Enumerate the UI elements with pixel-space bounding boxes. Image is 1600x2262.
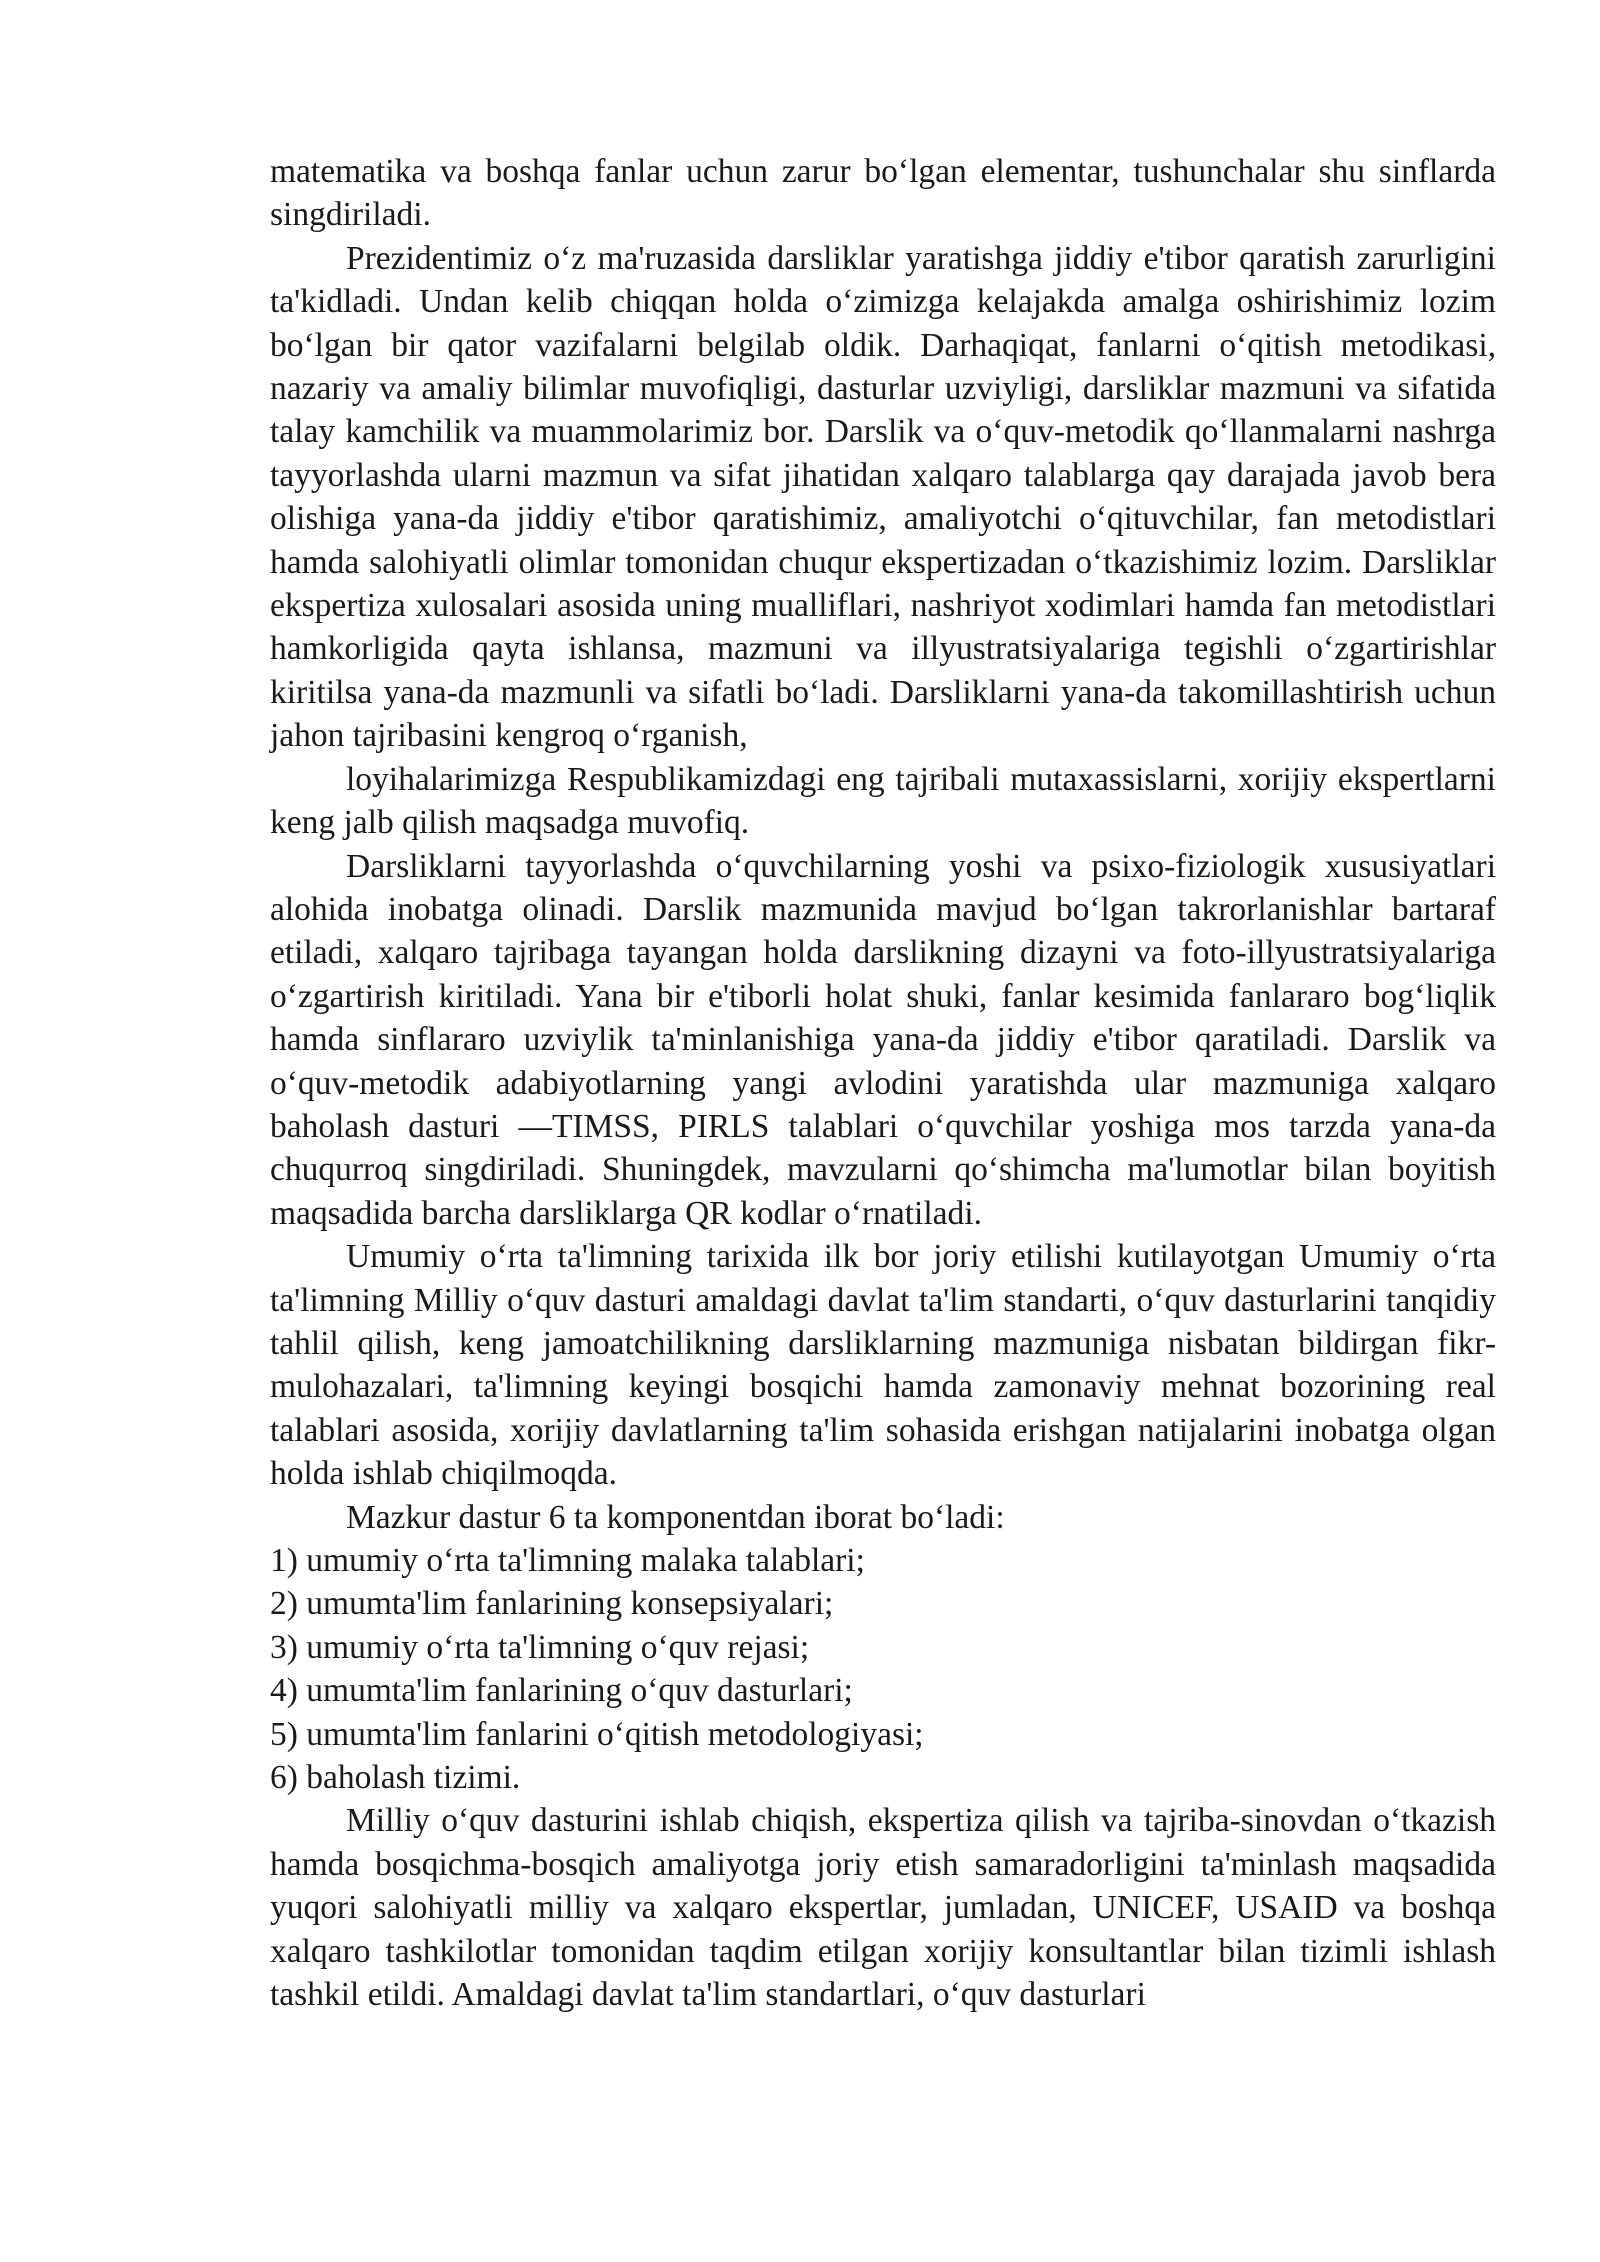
list-item: 6) baholash tizimi. xyxy=(270,1759,521,1797)
list-item: 2) umumta'lim fanlarining konsepsiyalari; xyxy=(270,1585,834,1623)
paragraph-experts: loyihalarimizga Respublikamizdagi eng tajribali mutaxassislarni, xorijiy ekspertlarni keng jalb qilish maqsadga muvofiq. xyxy=(270,760,1496,842)
paragraph-continuation: matematika va boshqa fanlar uchun zarur bo‘lgan elementar, tushunchalar shu sinflarda singdiriladi. xyxy=(270,153,1496,234)
paragraph-closing: Milliy o‘quv dasturini ishlab chiqish, ekspertiza qilish va tajriba-sinovdan o‘tkazish hamda bosqichma-bosqich amaliyotga joriy etish samaradorligini ta'minlash maqsadida yuqori salohiyatli milliy va xalqaro ekspertlar, jumladan, UNICEF, USAID va boshqa xalqaro tashkilotlar tomonidan taqdim etilgan xorijiy konsultantlar bilan tizimli ishlash tashkil etildi. Amaldagi davlat ta'lim standartlari, o‘quv dasturlari xyxy=(270,1802,1496,2014)
paragraph-preparation: Darsliklarni tayyorlashda o‘quvchilarning yoshi va psixo-fiziologik xususiyatlari alohida inobatga olinadi. Darslik mazmunida mavjud bo‘lgan takrorlanishlar bartaraf etiladi, xalqaro tajribaga tayangan holda darslikning dizayni va foto-illyustratsiyalariga o‘zgartirish kiritiladi. Yana bir e'tiborli holat shuki, fanlar kesimida fanlararo bog‘liqlik hamda sinflararo uzviylik ta'minlanishiga yana-da jiddiy e'tibor qaratiladi. Darslik va o‘quv-metodik adabiyotlarning yangi avlodini yaratishda ular mazmuniga xalqaro baholash dasturi ―TIMSS, PIRLS talablari o‘quvchilar yoshiga mos tarzda yana-da chuqurroq singdiriladi. Shuningdek, mavzularni qo‘shimcha ma'lumotlar bilan boyitish maqsadida barcha darsliklarga QR kodlar o‘rnatiladi. xyxy=(270,847,1496,1232)
paragraph-curriculum: Umumiy o‘rta ta'limning tarixida ilk bor joriy etilishi kutilayotgan Umumiy o‘rta ta'limning Milliy o‘quv dasturi amaldagi davlat ta'lim standarti, o‘quv dasturlarini tanqidiy tahlil qilish, keng jamoatchilikning darsliklarning mazmuniga nisbatan bildirgan fikr-mulohazalari, ta'limning keyingi bosqichi hamda zamonaviy mehnat bozorining real talablari asosida, xorijiy davlatlarning ta'lim sohasida erishgan natijalarini inobatga olgan holda ishlab chiqilmoqda. xyxy=(270,1238,1496,1493)
list-item: 5) umumta'lim fanlarini o‘qitish metodologiyasi; xyxy=(270,1715,924,1753)
list-item: 3) umumiy o‘rta ta'limning o‘quv rejasi; xyxy=(270,1628,810,1666)
list-item: 1) umumiy o‘rta ta'limning malaka talablari; xyxy=(270,1542,865,1579)
list-item: 4) umumta'lim fanlarining o‘quv dasturlari; xyxy=(270,1672,853,1710)
document-page xyxy=(270,150,1496,2016)
paragraph-textbooks: Prezidentimiz o‘z ma'ruzasida darsliklar yaratishga jiddiy e'tibor qaratish zarurligini ta'kidladi. Undan kelib chiqqan holda o‘zimizga kelajakda amalga oshirishimiz lozim bo‘lgan bir qator vazifalarni belgilab oldik. Darhaqiqat, fanlarni o‘qitish metodikasi, nazariy va amaliy bilimlar muvofiqligi, dasturlar uzviyligi, darsliklar mazmuni va sifatida talay kamchilik va muammolarimiz bor. Darslik va o‘quv-metodik qo‘llanmalarni nashrga tayyorlashda ularni mazmun va sifat jihatidan xalqaro talablarga qay darajada javob bera olishiga yana-da jiddiy e'tibor qaratishimiz, amaliyotchi o‘qituvchilar, fan metodistlari hamda salohiyatli olimlar tomonidan chuqur ekspertizadan o‘tkazishimiz lozim. Darsliklar ekspertiza xulosalari asosida uning mualliflari, nashriyot xodimlari hamda fan metodistlari hamkorligida qayta ishlansa, mazmuni va illyustratsiyalariga tegishli o‘zgartirishlar kiritilsa yana-da mazmunli va sifatli bo‘ladi. Darsliklarni yana-da takomillashtirish uchun jahon tajribasini kengroq o‘rganish, xyxy=(270,239,1496,755)
paragraph-components-intro: Mazkur dastur 6 ta komponentdan iborat bo‘ladi: xyxy=(346,1498,1005,1536)
